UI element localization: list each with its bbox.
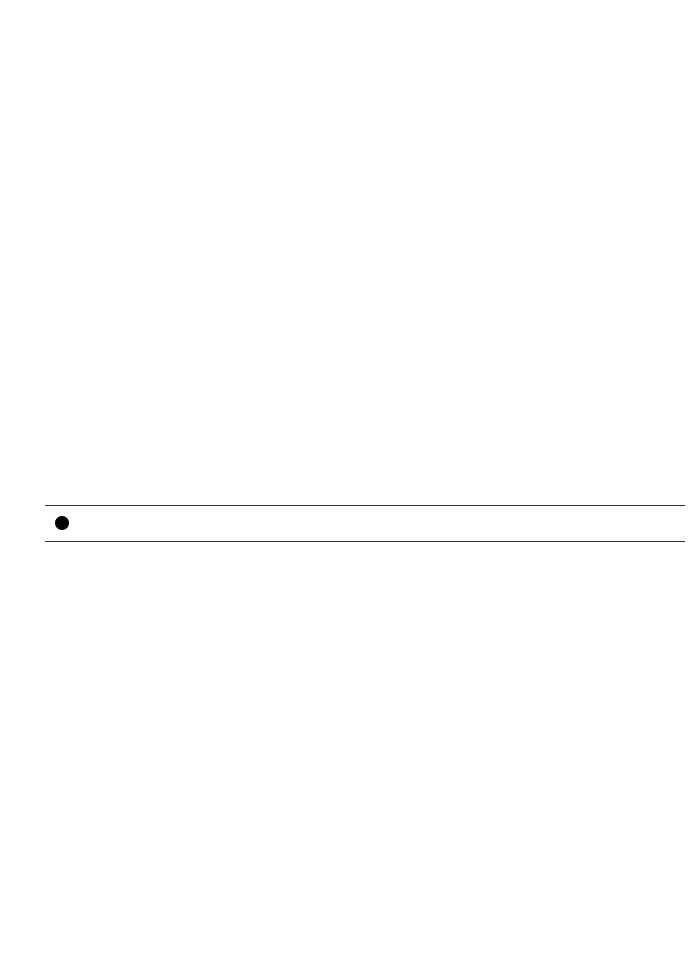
bullet-icon: [55, 516, 69, 530]
song-header: [45, 505, 685, 542]
